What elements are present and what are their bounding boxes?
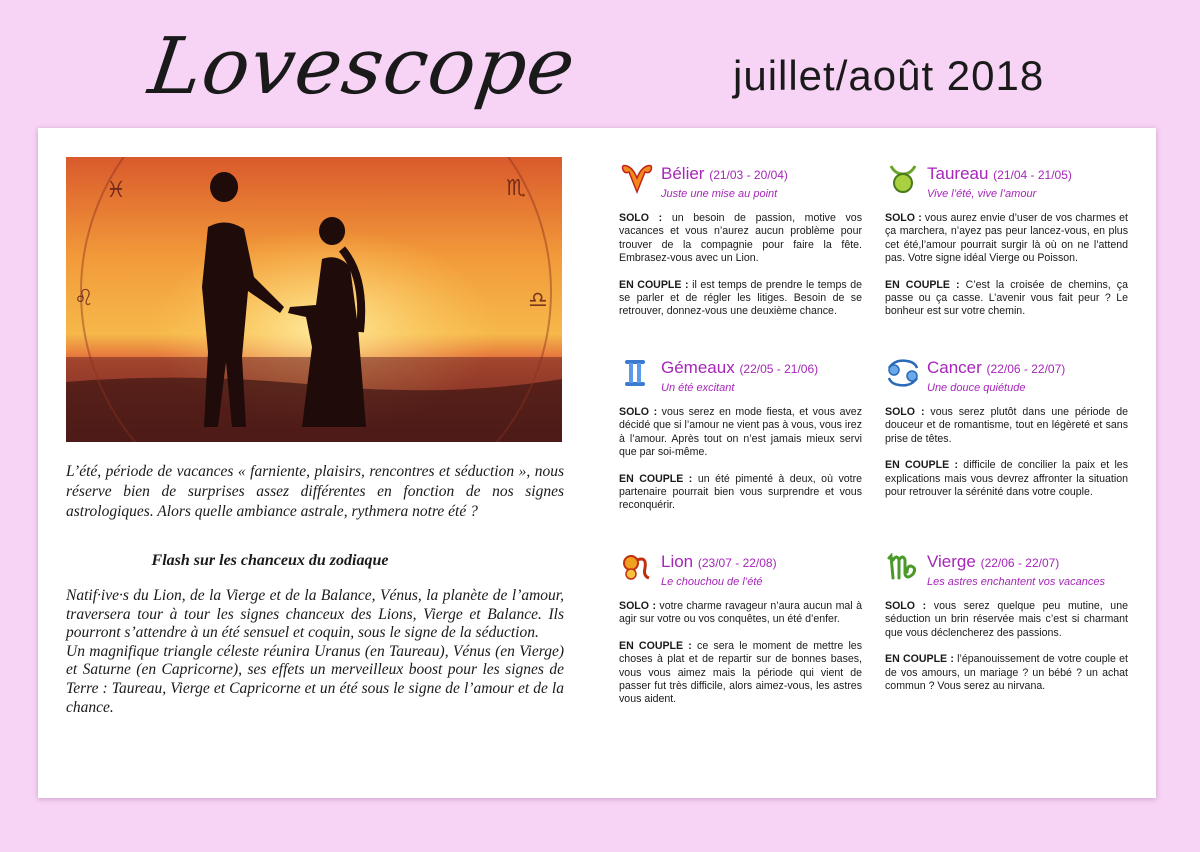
- sign-dates: (22/06 - 22/07): [980, 556, 1060, 570]
- svg-text:♌: ♌: [74, 286, 94, 311]
- solo-label: SOLO :: [885, 212, 922, 224]
- flash-heading: Flash sur les chanceux du zodiaque: [151, 552, 389, 569]
- couple-label: EN COUPLE :: [619, 639, 692, 652]
- solo-body: vous serez plutôt dans une période de douceur et de romantisme, tout en légèreté et sans prise de têtes.: [885, 406, 1128, 445]
- sign-subtitle: Vive l’été, vive l’amour: [927, 188, 1037, 200]
- taurus-icon: [885, 164, 921, 194]
- svg-text:♓: ♓: [106, 178, 126, 203]
- couple-body: C’est la croisée de chemins, ça passe ou ça casse. L’avenir vous fait peur ? Le bonheur est sur votre chemin.: [885, 278, 1128, 318]
- couple-body: ce sera le moment de mettre les choses à plat et de repartir sur de bonnes bases, vous vous aimez mais la période qui vient de passer fut très difficile, alors aimez-vous, les astres vous aident.: [619, 639, 862, 706]
- solo-label: SOLO :: [885, 406, 925, 418]
- solo-text: [885, 600, 1128, 640]
- sign-dates: (23/07 - 22/08): [697, 556, 777, 570]
- flash-body: [66, 587, 564, 717]
- sign-subtitle: Juste une mise au point: [661, 188, 778, 200]
- sign-dates: (22/05 - 21/06): [739, 362, 819, 376]
- couple-text: [885, 459, 1128, 499]
- issue-date: juillet/août 2018: [733, 52, 1045, 99]
- sign-name: Bélier: [661, 164, 705, 183]
- couple-body: un été pimenté à deux, où votre partenaire pourrait bien vous surprendre et vous reconquérir.: [619, 472, 862, 512]
- solo-label: SOLO :: [619, 212, 663, 224]
- couple-label: EN COUPLE :: [619, 278, 689, 291]
- solo-text: [619, 406, 862, 460]
- couple-body: l’épanouissement de votre couple et de vos amours, un mariage ? un bébé ? un achat commun ? Vous serez au nirvana.: [885, 653, 1128, 693]
- solo-body: un besoin de passion, motive vos vacances et vous n’aurez aucun problème pour trouver de la compagnie pour faire la fête. Embrasez-vous avec un Lion.: [619, 212, 862, 265]
- couple-body: difficile de concilier la paix et les explications mais vous devrez affronter la situation pour retrouver la sérénité dans votre couple.: [885, 459, 1128, 499]
- couple-body: il est temps de prendre le temps de se parler et de régler les litiges. Besoin de se retrouver, donnez-vous une deuxième chance.: [619, 278, 862, 318]
- couple-text: [619, 640, 862, 707]
- sign-gemeaux: [619, 358, 862, 526]
- svg-text:♏: ♏: [506, 176, 526, 201]
- sign-cancer: [885, 358, 1128, 512]
- sign-dates: (22/06 - 22/07): [986, 362, 1066, 376]
- aries-icon: [619, 164, 655, 194]
- sign-name: Cancer: [927, 358, 982, 377]
- sign-name: Taureau: [927, 164, 989, 183]
- intro-paragraph: L’été, période de vacances « farniente, plaisirs, rencontres et séduction », nous réserve bien de surprises assez différentes en fonction de nos signes astrologiques. Alors quelle ambiance astrale, rythmera notre été ?: [66, 463, 564, 520]
- cancer-icon: [885, 358, 921, 388]
- solo-body: vous serez en mode fiesta, et vous avez décidé que si l’amour ne vient pas à vous, vous irez à l’amour. Après tout on n’est jamais mieux servi que par soi-même.: [619, 406, 862, 459]
- svg-text:♎: ♎: [528, 288, 548, 313]
- solo-text: [885, 406, 1128, 446]
- solo-body: vous serez quelque peu mutine, une séduction un brin réservée mais c’est si charmant que vous déclencherez des passions.: [885, 600, 1128, 639]
- sign-name: Gémeaux: [661, 358, 735, 377]
- couple-text: [619, 473, 862, 513]
- flash-paragraph: Natif·ive·s du Lion, de la Vierge et de la Balance, Vénus, la planète de l’amour, traversera tour à tour les signes chanceux des Lions, Vierge et Balance. Ils pourront s’attendre à un été sensuel et coquin, sous le signe de la séduction.: [66, 587, 564, 642]
- solo-label: SOLO :: [885, 600, 927, 612]
- couple-text: [885, 653, 1128, 693]
- sign-subtitle: Un été excitant: [661, 382, 735, 394]
- solo-body: vous aurez envie d’user de vos charmes et ça marchera, n’ayez pas peur lancez-vous, en plus cet été,l’amour pourrait surgir là où on ne l’attend pas. Votre signe idéal Vierge ou Poisson.: [885, 212, 1128, 265]
- solo-body: votre charme ravageur n’aura aucun mal à agir sur votre ou vos conquêtes, un été d’enfer.: [619, 600, 862, 626]
- couple-label: EN COUPLE :: [619, 472, 693, 485]
- sign-subtitle: Le chouchou de l’été: [661, 576, 763, 588]
- couple-text: [619, 279, 862, 319]
- sign-vierge: [885, 552, 1128, 706]
- page-title: Lovescope: [143, 22, 582, 112]
- flash-paragraph: Un magnifique triangle céleste réunira Uranus (en Taureau), Vénus (en Vierge) et Saturne (en Capricorne), ses effets un merveilleux boost pour les signes de Terre : Taureau, Vierge et Capricorne et un été sous le signe de l’amour et de la chance.: [66, 642, 564, 716]
- couple-text: [885, 279, 1128, 319]
- couple-label: EN COUPLE :: [885, 459, 958, 472]
- sign-dates: (21/04 - 21/05): [993, 168, 1072, 182]
- couple-label: EN COUPLE :: [885, 653, 954, 666]
- solo-text: [619, 212, 862, 266]
- sign-lion: [619, 552, 862, 720]
- gemini-icon: [619, 358, 655, 388]
- virgo-icon: [885, 552, 921, 582]
- sign-taureau: [885, 164, 1128, 332]
- solo-label: SOLO :: [619, 600, 656, 612]
- sunset-couple-photo: [66, 157, 562, 442]
- sign-belier: [619, 164, 862, 332]
- sign-subtitle: Une douce quiétude: [927, 382, 1026, 394]
- sign-dates: (21/03 - 20/04): [709, 168, 788, 182]
- sign-name: Vierge: [927, 552, 976, 571]
- solo-text: [619, 600, 862, 627]
- solo-text: [885, 212, 1128, 266]
- leo-icon: [619, 552, 655, 582]
- sign-subtitle: Les astres enchantent vos vacances: [927, 576, 1105, 588]
- sign-name: Lion: [661, 552, 694, 571]
- solo-label: SOLO :: [619, 406, 658, 418]
- couple-label: EN COUPLE :: [885, 278, 960, 291]
